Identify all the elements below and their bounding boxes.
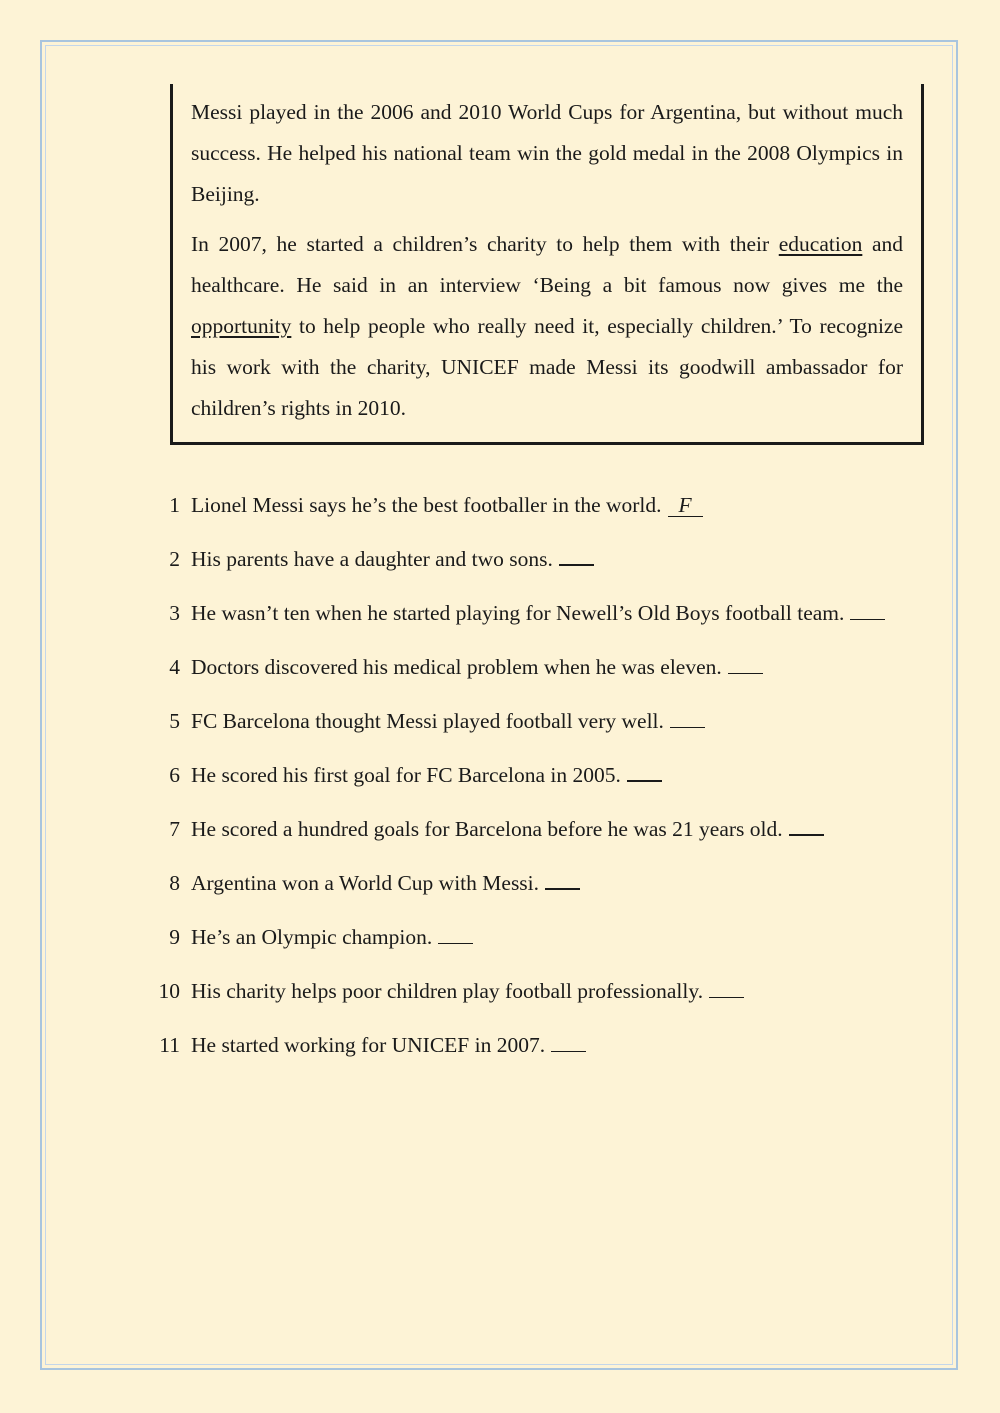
- question-number: 6: [169, 763, 180, 787]
- question-statement: He scored a hundred goals for Barcelona before he was 21 years old.: [191, 817, 783, 841]
- question-statement: His parents have a daughter and two sons.: [191, 547, 553, 571]
- question-item: [150, 1018, 930, 1072]
- question-statement: His charity helps poor children play football professionally.: [191, 979, 704, 1003]
- question-number: 9: [169, 925, 180, 949]
- answer-blank[interactable]: [559, 546, 594, 566]
- passage-text: and healthcare. He said in an interview ‘Being a bit famous now gives me the: [191, 232, 903, 297]
- question-text: [191, 694, 930, 748]
- question-text: [191, 1018, 930, 1072]
- question-number: 10: [158, 979, 180, 1003]
- question-number: 4: [169, 655, 180, 679]
- question-statement: He’s an Olympic champion.: [191, 925, 433, 949]
- question-statement: FC Barcelona thought Messi played football very well.: [191, 709, 664, 733]
- answer-blank[interactable]: [728, 655, 763, 674]
- question-number: 11: [159, 1033, 180, 1057]
- answer-blank[interactable]: [545, 870, 580, 890]
- reading-passage: [170, 84, 924, 445]
- question-text: [191, 856, 930, 910]
- question-number: 5: [169, 709, 180, 733]
- question-list: [150, 478, 930, 1072]
- question-number: 3: [169, 601, 180, 625]
- question-text: [191, 640, 930, 694]
- answer-blank[interactable]: [627, 762, 662, 782]
- question-statement: He started working for UNICEF in 2007.: [191, 1033, 546, 1057]
- question-text: [191, 964, 930, 1018]
- underlined-word-opportunity: opportunity: [191, 314, 292, 338]
- underlined-word-education: education: [778, 232, 863, 256]
- passage-text: to help people who really need it, especially children.’ To recognize his work with the charity, UNICEF made Messi its goodwill ambassador for children’s rights in 2010.: [191, 314, 903, 420]
- passage-paragraph-1: Messi played in the 2006 and 2010 World Cups for Argentina, but without much success. He helped his national team win the gold medal in the 2008 Olympics in Beijing.: [191, 100, 903, 206]
- question-item: [150, 802, 930, 856]
- question-item: [150, 910, 930, 964]
- question-statement: Argentina won a World Cup with Messi.: [191, 871, 540, 895]
- question-number: 2: [169, 547, 180, 571]
- question-text: [191, 478, 930, 532]
- question-item: [150, 964, 930, 1018]
- question-number: 7: [169, 817, 180, 841]
- question-item: [150, 640, 930, 694]
- question-item: [150, 478, 930, 532]
- question-text: [191, 802, 930, 856]
- question-item: [150, 748, 930, 802]
- answer-blank[interactable]: [670, 709, 705, 728]
- question-statement: Lionel Messi says he’s the best footballer in the world.: [191, 493, 662, 517]
- answer-blank[interactable]: [438, 925, 473, 944]
- question-text: [191, 748, 930, 802]
- passage-text: In 2007, he started a children’s charity to help them with their: [191, 232, 779, 256]
- question-item: [150, 532, 930, 586]
- answer-blank[interactable]: F: [668, 494, 703, 517]
- question-number: 8: [169, 871, 180, 895]
- question-item: [150, 586, 930, 640]
- question-number: 1: [169, 493, 180, 517]
- question-item: [150, 694, 930, 748]
- question-text: [191, 586, 930, 640]
- question-item: [150, 856, 930, 910]
- question-statement: He wasn’t ten when he started playing for Newell’s Old Boys football team.: [191, 601, 845, 625]
- passage-paragraph-2: [191, 224, 903, 429]
- question-statement: Doctors discovered his medical problem when he was eleven.: [191, 655, 722, 679]
- answer-blank[interactable]: [709, 979, 744, 998]
- answer-blank[interactable]: [789, 816, 824, 836]
- question-text: [191, 532, 930, 586]
- question-text: [191, 910, 930, 964]
- answer-blank[interactable]: [551, 1033, 586, 1052]
- question-statement: He scored his first goal for FC Barcelona in 2005.: [191, 763, 621, 787]
- answer-blank[interactable]: [850, 601, 885, 620]
